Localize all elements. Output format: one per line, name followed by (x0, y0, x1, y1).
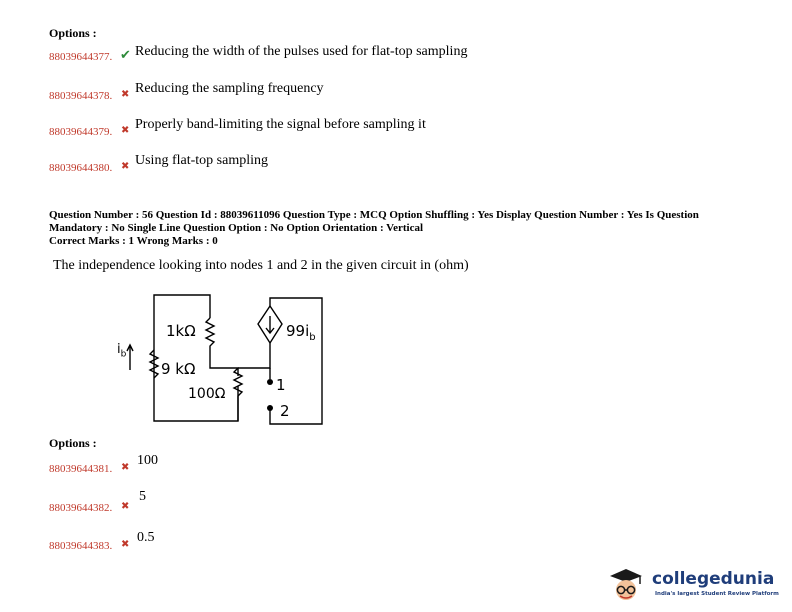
circuit-diagram (110, 288, 330, 438)
question-meta (49, 209, 749, 248)
cross-icon: ✖ (121, 161, 130, 172)
options-label: Options : (49, 436, 97, 450)
option-text: 0.5 (137, 530, 155, 545)
option-id: 88039644379. (49, 126, 113, 138)
wire (210, 360, 238, 376)
option-id: 88039644378. (49, 90, 113, 102)
option-id: 88039644383. (49, 540, 113, 552)
cross-icon: ✖ (121, 462, 130, 473)
option-text: 100 (137, 453, 158, 468)
option-text: Using flat-top sampling (135, 153, 268, 168)
brand-name: collegedunia (652, 569, 775, 589)
question-text: The independence looking into nodes 1 and 2 in the given circuit in (ohm) (53, 258, 469, 273)
option-text: Properly band-limiting the signal before sampling it (135, 117, 426, 132)
graduate-face-icon (606, 566, 646, 602)
check-icon: ✔ (120, 47, 131, 62)
option-id: 88039644380. (49, 162, 113, 174)
question-meta-line1: Question Number : 56 Question Id : 88039611096 Question Type : MCQ Option Shuffling : Yes Display Question Number : Yes Is Question (49, 209, 699, 221)
options-label-prev: Options : (49, 26, 97, 40)
node-2 (267, 405, 273, 411)
node-2-label: 2 (280, 402, 290, 420)
wire (238, 343, 270, 368)
wire (154, 295, 238, 421)
resistor-9k-label: 9 kΩ (161, 360, 196, 378)
option-id: 88039644377. (49, 51, 113, 63)
question-meta-line2: Mandatory : No Single Line Question Option : No Option Orientation : Vertical (49, 222, 424, 234)
cross-icon: ✖ (121, 539, 130, 550)
node-1-label: 1 (276, 376, 286, 394)
current-label: $i_b$ (117, 342, 127, 360)
option-text: Reducing the sampling frequency (135, 81, 324, 96)
cross-icon: ✖ (121, 125, 130, 136)
question-marks: Correct Marks : 1 Wrong Marks : 0 (49, 235, 218, 247)
cross-icon: ✖ (121, 501, 130, 512)
cross-icon: ✖ (121, 89, 130, 100)
option-text: Reducing the width of the pulses used for flat-top sampling (135, 44, 468, 59)
brand-tagline: India's largest Student Review Platform (655, 591, 779, 597)
source-label: $99i_b$ (286, 322, 316, 343)
resistor-100-label: 100Ω (188, 386, 226, 402)
option-id: 88039644381. (49, 463, 113, 475)
option-text: 5 (139, 489, 146, 504)
node-1 (267, 379, 273, 385)
resistor-1k (206, 318, 214, 360)
resistor-1k-label: 1kΩ (166, 322, 196, 340)
option-id: 88039644382. (49, 502, 113, 514)
